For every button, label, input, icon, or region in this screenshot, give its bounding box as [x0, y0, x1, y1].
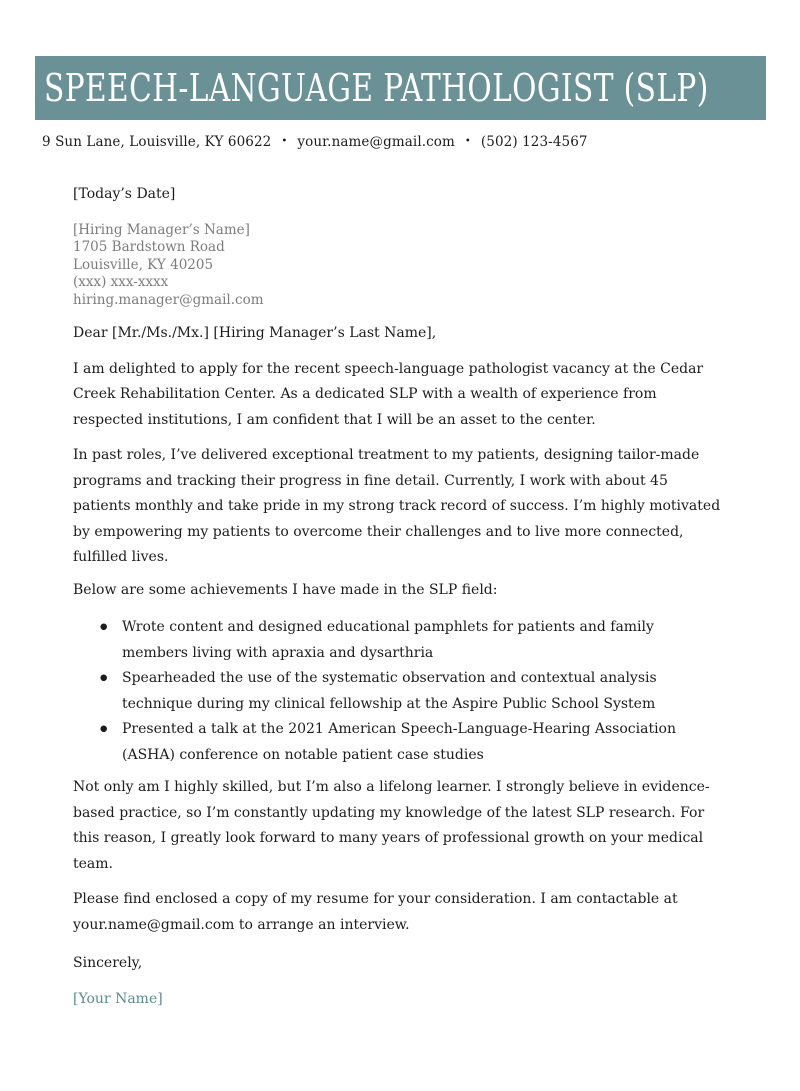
contact-phone: (502) 123-4567	[480, 134, 588, 150]
letter-body	[73, 182, 723, 1012]
separator-dot-icon: •	[281, 136, 288, 147]
lifelong-learner-paragraph: Not only am I highly skilled, but I’m also a lifelong learner. I strongly believe in evidence-based practice, so I’m constantly updating my knowledge of the latest SLP research. For this reason, I greatly look forward to many years of professional growth on your medical team.	[73, 779, 710, 872]
contact-bar	[42, 132, 800, 152]
teal-header-band	[35, 56, 766, 120]
signature-placeholder: [Your Name]	[73, 990, 163, 1007]
separator-dot-icon: •	[464, 136, 471, 147]
achievement-text: Spearheaded the use of the systematic observation and contextual analysis technique during my clinical fellowship at the Aspire Public School System	[122, 670, 657, 712]
recipient-phone: (xxx) xxx-xxxx	[73, 274, 169, 290]
bullet-icon: ●	[100, 724, 108, 734]
bullet-icon: ●	[100, 673, 108, 683]
bullet-icon: ●	[100, 622, 108, 632]
achievement-text: Presented a talk at the 2021 American Speech-Language-Hearing Association (ASHA) conference on notable patient case studies	[122, 721, 676, 763]
recipient-email: hiring.manager@gmail.com	[73, 291, 264, 308]
recipient-block	[73, 222, 723, 310]
achievement-item	[73, 666, 723, 717]
contact-email: your.name@gmail.com	[297, 134, 455, 150]
job-title: SPEECH-LANGUAGE PATHOLOGIST (SLP)	[44, 66, 709, 110]
achievement-text: Wrote content and designed educational pamphlets for patients and family members living with apraxia and dysarthria	[122, 619, 654, 661]
enclosure-paragraph: Please find enclosed a copy of my resume for your consideration. I am contactable at your.name@gmail.com to arrange an interview.	[73, 891, 678, 933]
achievement-item	[73, 717, 723, 768]
achievements-intro: Below are some achievements I have made in the SLP field:	[73, 581, 498, 598]
achievements-list	[73, 615, 723, 768]
date-placeholder: [Today’s Date]	[73, 186, 176, 202]
experience-paragraph: In past roles, I’ve delivered exceptional treatment to my patients, designing tailor-made programs and tracking their progress in fine detail. Currently, I work with about 45 patients monthly and take pride in my strong track record of success. I’m highly motivated by empowering my patients to overcome their challenges and to live more connected, fulfilled lives.	[73, 447, 721, 565]
signoff: Sincerely,	[73, 955, 143, 971]
salutation: Dear [Mr./Ms./Mx.] [Hiring Manager’s Last Name],	[73, 325, 437, 341]
recipient-name: [Hiring Manager’s Name]	[73, 221, 250, 238]
recipient-city: Louisville, KY 40205	[73, 256, 214, 273]
contact-address: 9 Sun Lane, Louisville, KY 60622	[42, 134, 272, 150]
achievement-item	[73, 615, 723, 666]
intro-paragraph: I am delighted to apply for the recent speech-language pathologist vacancy at the Cedar Creek Rehabilitation Center. As a dedicated SLP with a wealth of experience from respected institutions, I am confident that I will be an asset to the center.	[73, 360, 704, 428]
recipient-street: 1705 Bardstown Road	[73, 239, 225, 255]
